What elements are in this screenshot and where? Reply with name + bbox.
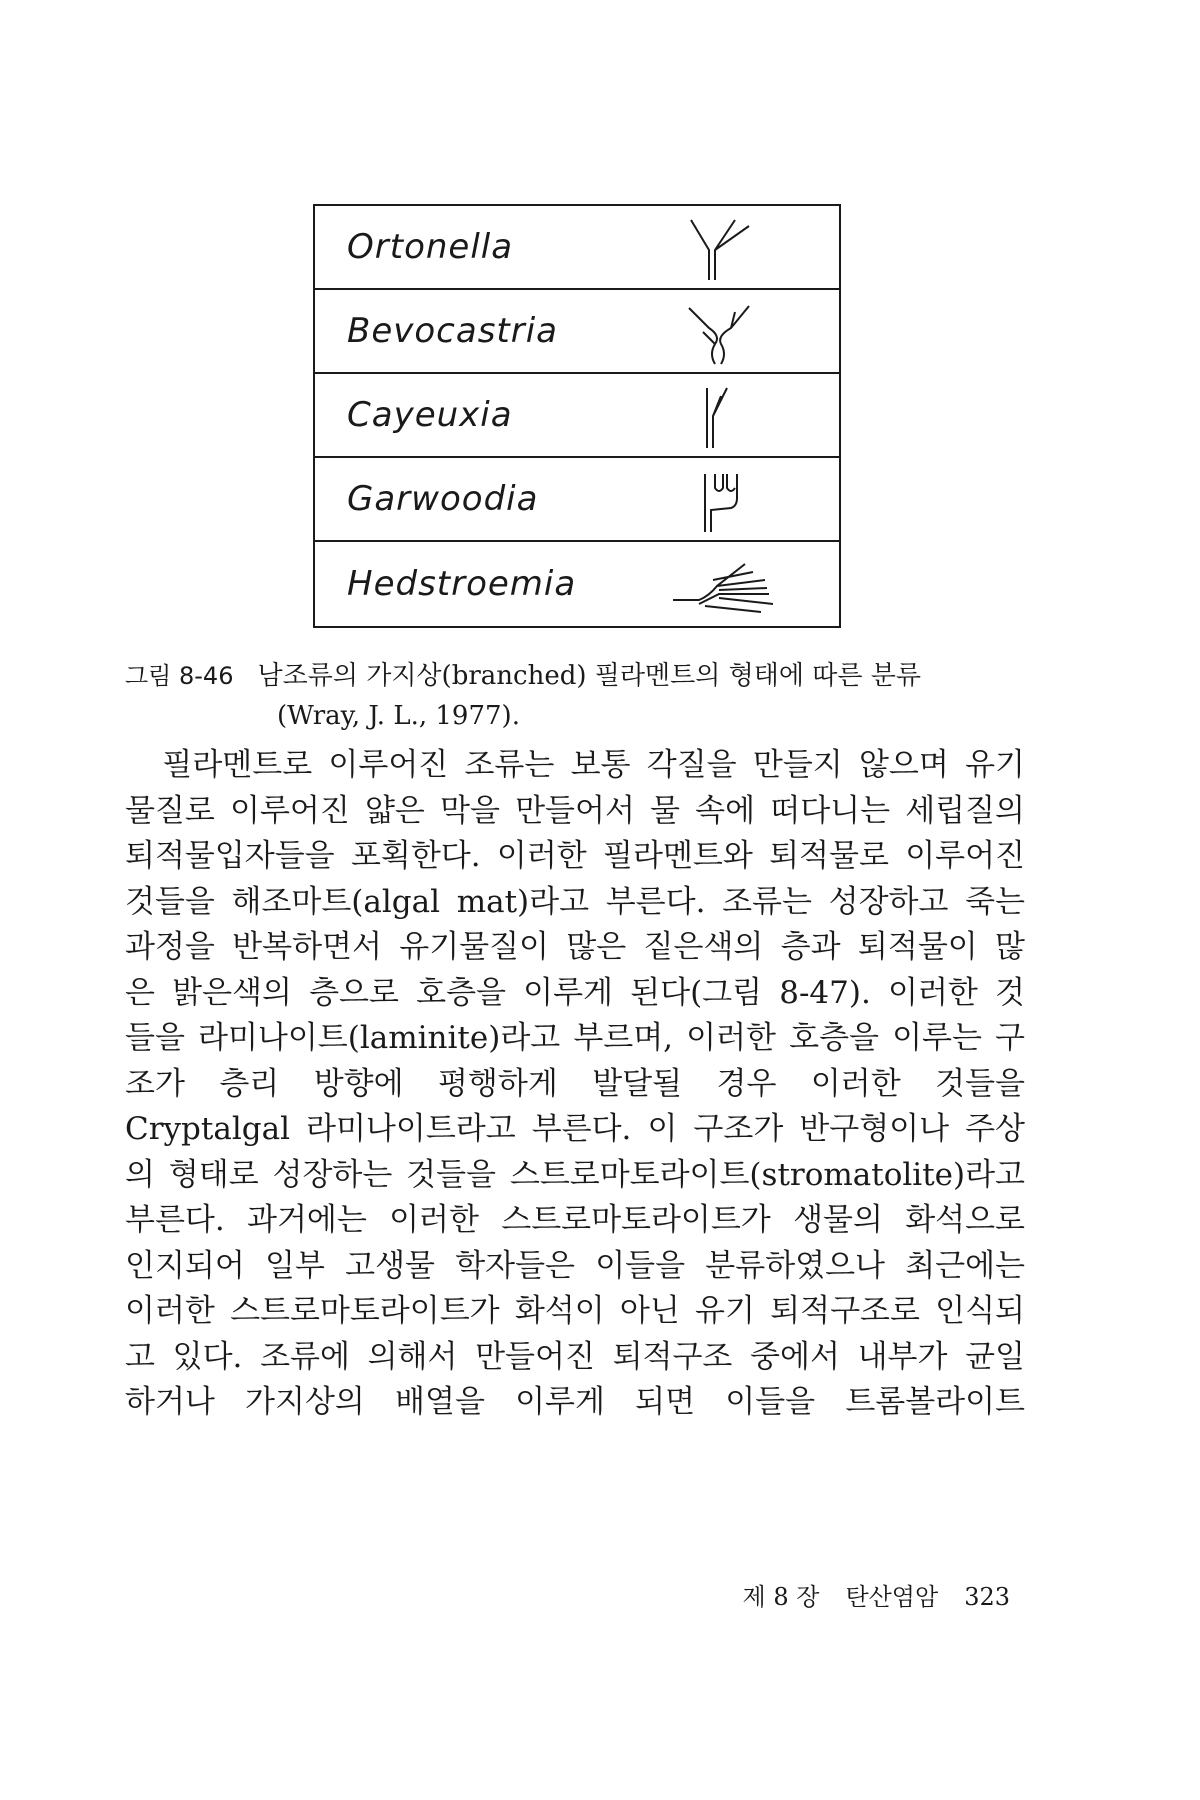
body-line: 필라멘트로 이루어진 조류는 보통 각질을 만들지 않으며 유기 (125, 747, 1025, 783)
bushy-branch-icon (669, 298, 779, 366)
body-line: 부른다. 과거에는 이러한 스트로마토라이트가 생물의 화석으로 (125, 1202, 1025, 1238)
genus-name: Hedstroemia (347, 564, 577, 604)
genus-name: Bevocastria (347, 311, 558, 351)
genus-row-hedstroemia (315, 542, 839, 626)
genus-row-cayeuxia (315, 374, 839, 458)
genus-row-garwoodia (315, 458, 839, 542)
caption-citation: (Wray, J. L., 1977). (277, 701, 520, 731)
body-line: 과정을 반복하면서 유기물질이 많은 짙은색의 층과 퇴적물이 많 (125, 929, 1025, 965)
y-branch-icon (669, 214, 779, 282)
caption-text: 남조류의 가지상(branched) 필라멘트의 형태에 따른 분류 (257, 661, 921, 691)
body-line: 조가 층리 방향에 평행하게 발달될 경우 이러한 것들을 (125, 1065, 1025, 1102)
figure-caption (125, 656, 1025, 736)
chapter-label: 제 8 장 (742, 1583, 820, 1611)
body-line: 퇴적물입자들을 포획한다. 이러한 필라멘트와 퇴적물로 이루어진 (125, 838, 1025, 874)
forked-filament-icon (669, 382, 779, 450)
genus-row-ortonella (315, 206, 839, 290)
figure-number: 그림 8-46 (125, 662, 234, 690)
body-line: 인지되어 일부 고생물 학자들은 이들을 분류하였으나 최근에는 (125, 1247, 1025, 1284)
genus-name: Ortonella (347, 227, 514, 267)
body-line: 고 있다. 조류에 의해서 만들어진 퇴적구조 중에서 내부가 균일 (125, 1338, 1025, 1375)
genus-name: Cayeuxia (347, 395, 513, 435)
body-line: 이러한 스트로마토라이트가 화석이 아닌 유기 퇴적구조로 인식되 (125, 1293, 1025, 1329)
fan-branch-icon (669, 550, 779, 618)
body-line: 의 형태로 성장하는 것들을 스트로마토라이트(stromatolite)라고 (125, 1156, 1025, 1193)
genus-row-bevocastria (315, 290, 839, 374)
body-line: Cryptalgal 라미나이트라고 부른다. 이 구조가 반구형이나 주상 (125, 1111, 1025, 1147)
genus-figure-table (313, 204, 841, 628)
body-line: 것들을 해조마트(algal mat)라고 부른다. 조류는 성장하고 죽는 (125, 883, 1025, 920)
chapter-title: 탄산염암 (845, 1583, 939, 1611)
body-line: 은 밝은색의 층으로 호층을 이루게 된다(그림 8-47). 이러한 것 (125, 974, 1025, 1011)
body-line: 물질로 이루어진 얇은 막을 만들어서 물 속에 떠다니는 세립질의 (125, 792, 1025, 829)
page-footer (690, 1577, 1010, 1612)
body-line: 들을 라미나이트(laminite)라고 부르며, 이러한 호층을 이루는 구 (125, 1020, 1025, 1056)
comb-branch-icon (669, 466, 779, 534)
page-number: 323 (964, 1583, 1010, 1611)
body-line: 하거나 가지상의 배열을 이루게 되면 이들을 트롬볼라이트 (125, 1384, 1025, 1420)
genus-name: Garwoodia (347, 479, 539, 519)
body-paragraph (125, 743, 1025, 1426)
